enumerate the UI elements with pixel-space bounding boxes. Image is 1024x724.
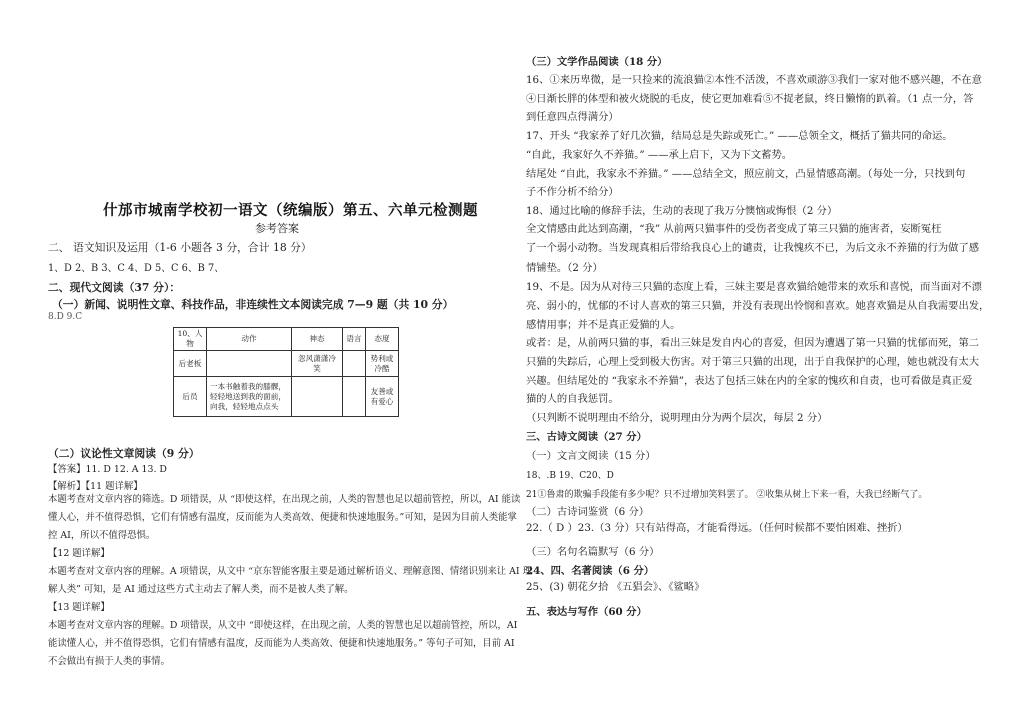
analysis-text: 本题考查对文章内容的理解。A 项错误，从文中 “京东智能客服主要是通过解析语义、理解意图、情绪识别来让 AI 理 [48, 566, 532, 577]
table-cell [343, 377, 366, 417]
analysis-text: 不会做出有损于人类的事情。 [48, 656, 170, 667]
analysis-heading: 【13 题详解】 [48, 602, 110, 613]
analysis-heading: 【解析】【11 题详解】 [48, 481, 143, 492]
analysis-text: 能读懂人心，并不值得恐惧，它们有情感有温度，反而能为人类高效、便捷和快速地服务。” 等句子可知，目前 AI [48, 638, 515, 649]
answer-text: 全文情感由此达到高潮，“我” 从前两只猫事件的受伤者变成了第三只猫的施害者，妄断冤枉 [526, 223, 942, 235]
analysis-text: 本题考查对文章内容的筛选。D 项错误，从 “即使这样，在出现之前，人类的智慧也足以超前管控，所以，AI 能读 [48, 494, 521, 505]
table-cell [207, 351, 292, 377]
analysis-heading: 【12 题详解】 [48, 548, 110, 559]
answer-text: 猫的人的自我惩罚。 [526, 393, 619, 405]
table-header-cell: 态度 [366, 328, 399, 351]
analysis-text: 控 AI，所以不值得恐惧。 [48, 530, 156, 541]
answer-table [173, 327, 399, 417]
answer-text: （只判断不说明理由不给分，说明理由分为两个层次，每层 2 分） [526, 412, 828, 424]
section-heading: 二、 语文知识及运用（1-6 小题各 3 分，合计 18 分） [48, 241, 312, 254]
answer-text: 或者：是，从前两只猫的事，看出三妹是发自内心的喜爱，但因为遭遇了第一只猫的忧郁而死，第二 [526, 337, 980, 349]
answer-text: 到任意四点得满分） [526, 111, 619, 123]
subsection-heading: （一）文言文阅读（15 分） [526, 450, 656, 462]
document-title: 什邡市城南学校初一语文（统编版）第五、六单元检测题 [103, 202, 478, 219]
table-cell: 势利或冷酷 [366, 351, 399, 377]
answer-text: “自此，我家好久不养猫。” ——承上启下，又为下文蓄势。 [526, 149, 793, 161]
answer-text: 亮、弱小的，忧郁的不讨人喜欢的第三只猫，并没有表现出怜悯和喜欢。她喜欢猫是从自我需要出发， [526, 300, 990, 312]
answer-text: 只猫的失踪后，心理上受到极大伤害。对于第三只猫的出现，出于自我保护的心理，她也就没有太大 [526, 356, 980, 368]
answer-text: 22.（ D ）23.（3 分）只有站得高，才能看得远。（任何时候都不要怕困难、挫折） [526, 522, 908, 534]
table-cell: 后老板 [174, 351, 207, 377]
table-cell: 友善或有爱心 [366, 377, 399, 417]
answer-text: 18、通过比喻的修辞手法，生动的表现了我万分懊恼或悔恨（2 分） [526, 205, 838, 217]
analysis-text: 懂人心，并不值得恐惧，它们有情感有温度，反而能为人类高效、便捷和快速地服务。”可知，是因为目前人类能掌 [48, 512, 517, 523]
table-header-cell: 10、人物 [174, 328, 207, 351]
answer-text: 子不作分析不给分） [526, 186, 619, 198]
section-heading: 二、现代文阅读（37 分）： [48, 281, 181, 294]
analysis-text: 本题考查对文章内容的理解。D 项错误，从文中 “即使这样，在出现之前，人类的智慧也足以超前管控，所以，AI [48, 620, 518, 631]
answer-text: 了一个弱小动物。当发现真相后带给我良心上的谴责，让我愧疚不已，为后文永不养猫的行为做了感 [526, 242, 980, 254]
section-heading: 24、四、名著阅读（6 分） [526, 565, 655, 577]
table-header-cell: 神态 [292, 328, 343, 351]
answer-text: 19、不是。因为从对待三只猫的态度上看，三妹主要是喜欢猫给她带来的欢乐和喜悦，而当面对不漂 [526, 281, 982, 293]
analysis-text: 解人类” 可知，是 AI 通过这些方式主动去了解人类，而不是被人类了解。 [48, 584, 354, 595]
section-heading: 五、表达与写作（60 分） [526, 606, 647, 618]
section-heading: （三）文学作品阅读（18 分） [526, 56, 668, 68]
answer-text: 17、开头 “我家养了好几次猫，结局总是失踪或死亡。” ——总领全文，概括了猫共同的命运。 [526, 130, 953, 142]
answer-line: 8.D 9.C [48, 312, 83, 322]
table-cell: 一本书触着我的膝髁，轻轻地送到我的面前，向我，轻轻地点点头 [207, 377, 292, 417]
section-heading: 三、古诗文阅读（27 分） [526, 431, 647, 443]
answer-line: 1、D 2、B 3、C 4、D 5、C 6、B 7、 [48, 263, 224, 274]
answer-text: 16、①来历卑微，是一只捡来的流浪猫②本性不活泼，不喜欢顽游③我们一家对他不感兴趣，不在意 [526, 74, 982, 86]
answer-text: 18、.B 19、C20、D [526, 471, 614, 481]
answer-text: 兴趣。但结尾处的 “我家永不养猫”，表达了包括三妹在内的全家的愧疚和自责，也可看做是真正爱 [526, 375, 973, 387]
table-header-cell: 动作 [207, 328, 292, 351]
answer-text: ④日渐长胖的体型和被火烧脱的毛皮，使它更加难看⑤不捉老鼠，终日懒惰的趴着。（1 点一分，答 [526, 93, 974, 105]
table-cell [292, 377, 343, 417]
table-cell [343, 351, 366, 377]
subsection-heading: （一）新闻、说明性文章、科技作品，非连续性文本阅读完成 7—9 题（共 10 分） [52, 298, 454, 311]
answer-text: 情铺垫。（2 分） [526, 262, 603, 274]
answer-text: 结尾处 “自此，我家永不养猫。” ——总结全文，照应前文，凸显情感高潮。（每处一分，只找到句 [526, 168, 966, 180]
answer-text: 感情用事；并不是真正爱猫的人。 [526, 319, 681, 331]
document-subtitle: 参考答案 [255, 222, 299, 235]
table-cell: 后员 [174, 377, 207, 417]
answer-text: 25、(3) 朝花夕拾 《五猖会》、《鲨略》 [526, 581, 705, 593]
answer-line: 【答案】11. D 12. A 13. D [48, 464, 167, 475]
subsection-heading: （二）古诗词鉴赏（6 分） [526, 506, 650, 518]
subsection-heading: （三）名句名篇默写（6 分） [526, 546, 660, 558]
table-header-cell: 语言 [343, 328, 366, 351]
table-cell: 忽风潇潇冷笑 [292, 351, 343, 377]
subsection-heading: （二）议论性文章阅读（9 分） [48, 447, 200, 460]
answer-text: 21①鲁肃的欺骗手段能有多少呢？只不过增加笑料罢了。 ②收集从树上下来一看，大我已经断气了。 [526, 490, 928, 500]
